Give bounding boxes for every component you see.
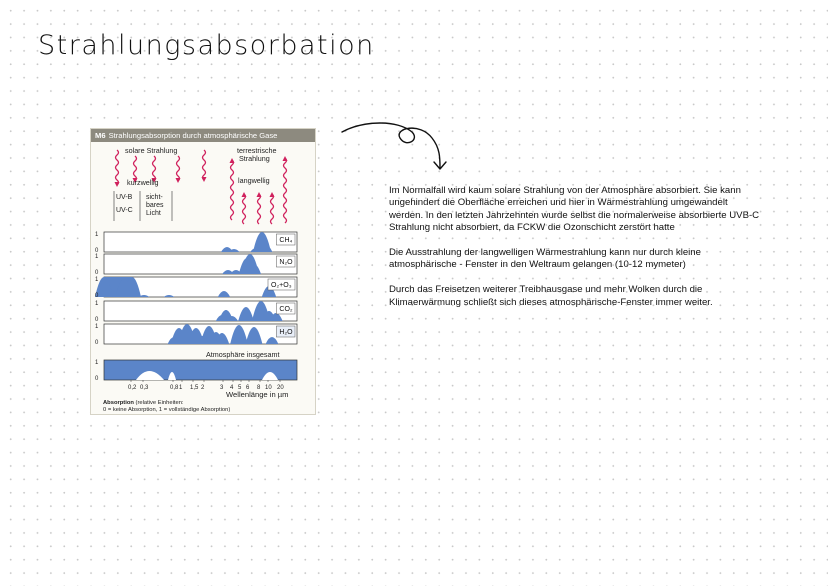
gas-row <box>95 324 297 346</box>
band-visible-label-2: bares <box>146 202 164 209</box>
figure-label: M6 <box>95 131 106 140</box>
wave-arrow-icon <box>243 194 246 224</box>
y-zero-label: 0 <box>95 293 99 299</box>
wave-arrow-icon <box>231 160 234 220</box>
tick-label: 20 <box>277 385 284 391</box>
tick-label: 10 <box>265 385 272 391</box>
tick-label: 3 <box>220 385 224 391</box>
arrowhead-icon <box>242 192 247 197</box>
gas-rows <box>95 232 297 346</box>
tick-label: 4 <box>230 385 234 391</box>
notes-paragraph: Die Ausstrahlung der langwelligen Wärmestrahlung kann nur durch kleine atmosphärische - Fenster in den Weltraum gelangen (10-12 mymeter) <box>389 247 701 271</box>
y-zero-label: 0 <box>95 270 99 276</box>
terrestrial-sub-label: langwellig <box>238 176 270 185</box>
y-one-label: 1 <box>95 324 99 330</box>
axis-label: Wellenlänge in µm <box>226 390 289 399</box>
tick-label: 0,8 <box>170 385 179 391</box>
wave-arrow-icon <box>116 150 119 185</box>
tick-label: 2 <box>201 385 205 391</box>
row-frame <box>104 254 297 274</box>
gas-label: N₂O <box>279 259 293 266</box>
arrowhead-icon <box>202 177 207 182</box>
gas-row <box>95 301 297 323</box>
terrestrial-label-1: terrestrische <box>237 146 277 155</box>
gas-label: CH₄ <box>279 237 293 244</box>
wave-arrow-icon <box>203 150 206 180</box>
notes-paragraph: Durch das Freisetzen weiterer Treibhausgase und mehr Wolken durch die Klimaerwärmung schließt sich dieses atmosphärische-Fenster immer weiter. <box>389 284 713 308</box>
wave-arrow-icon <box>258 194 261 224</box>
tick-label: 8 <box>257 385 261 391</box>
y-zero-label: 0 <box>95 248 99 254</box>
solar-label: solare Strahlung <box>125 146 178 155</box>
wave-arrow-icon <box>271 194 274 224</box>
tick-label: 1 <box>179 385 183 391</box>
notes-text <box>389 185 761 321</box>
total-label: Atmosphäre insgesamt <box>206 350 280 359</box>
wave-arrow-icon <box>284 158 287 223</box>
tick-label: 0,3 <box>140 385 149 391</box>
figure-header <box>91 129 315 142</box>
y-one-label: 1 <box>95 232 99 238</box>
legend-bold: Absorption <box>103 400 134 406</box>
absorption-figure <box>90 128 316 415</box>
arrowhead-icon <box>270 192 275 197</box>
curved-arrow-icon <box>336 120 456 175</box>
y-zero-label: 0 <box>95 340 99 346</box>
wave-arrow-icon <box>177 156 180 181</box>
terrestrial-arrows <box>230 156 288 224</box>
gas-row <box>95 277 297 299</box>
gas-label: O₂+O₃ <box>271 282 292 289</box>
y-zero-label: 0 <box>95 317 99 323</box>
solar-sub-label: kurzwellig <box>127 178 159 187</box>
y-one-label: 1 <box>95 360 99 366</box>
legend-rest: (relative Einheiten: <box>133 400 184 406</box>
absorption-chart <box>91 142 315 414</box>
y-one-label: 1 <box>95 277 99 283</box>
band-uvb-label: UV-B <box>116 194 133 201</box>
arrowhead-icon <box>283 156 288 161</box>
tick-label: 0,2 <box>128 385 137 391</box>
band-visible-label-1: sicht- <box>146 194 163 201</box>
y-one-label: 1 <box>95 254 99 260</box>
tick-label: 1,5 <box>190 385 199 391</box>
tick-label: 6 <box>246 385 250 391</box>
legend-line-1 <box>103 400 184 406</box>
arrowhead-icon <box>176 178 181 183</box>
legend-line-2: 0 = keine Absorption, 1 = vollständige Absorption) <box>103 407 231 413</box>
gas-row <box>95 254 297 276</box>
total-absorption-row <box>95 360 297 382</box>
page-title: Strahlungsabsorbation <box>38 30 375 61</box>
figure-title: Strahlungsabsorption durch atmosphärische Gase <box>108 131 278 140</box>
y-zero-label: 0 <box>95 376 99 382</box>
gas-label: CO₂ <box>279 306 293 313</box>
notes-paragraph: Im Normalfall wird kaum solare Strahlung von der Atmosphäre absorbiert. Sie kann ungehindert die Oberfläche erreichen und hier in Wärmestrahlung umgewandelt werden. In den letzten Jahrzehnten wurde selbst die normalerweise absorbierte UVB-C Strahlung nicht absorbiert, da FCKW die Ozonschicht zerstört hatte <box>389 185 760 234</box>
arrowhead-icon <box>230 158 235 163</box>
terrestrial-label-2: Strahlung <box>239 154 270 163</box>
y-one-label: 1 <box>95 301 99 307</box>
tick-label: 5 <box>238 385 242 391</box>
arrowhead-icon <box>115 182 120 187</box>
arrowhead-icon <box>257 192 262 197</box>
band-visible-label-3: Licht <box>146 210 161 217</box>
gas-row <box>95 232 297 254</box>
gas-label: H₂O <box>279 329 293 336</box>
band-uvc-label: UV-C <box>116 207 133 214</box>
